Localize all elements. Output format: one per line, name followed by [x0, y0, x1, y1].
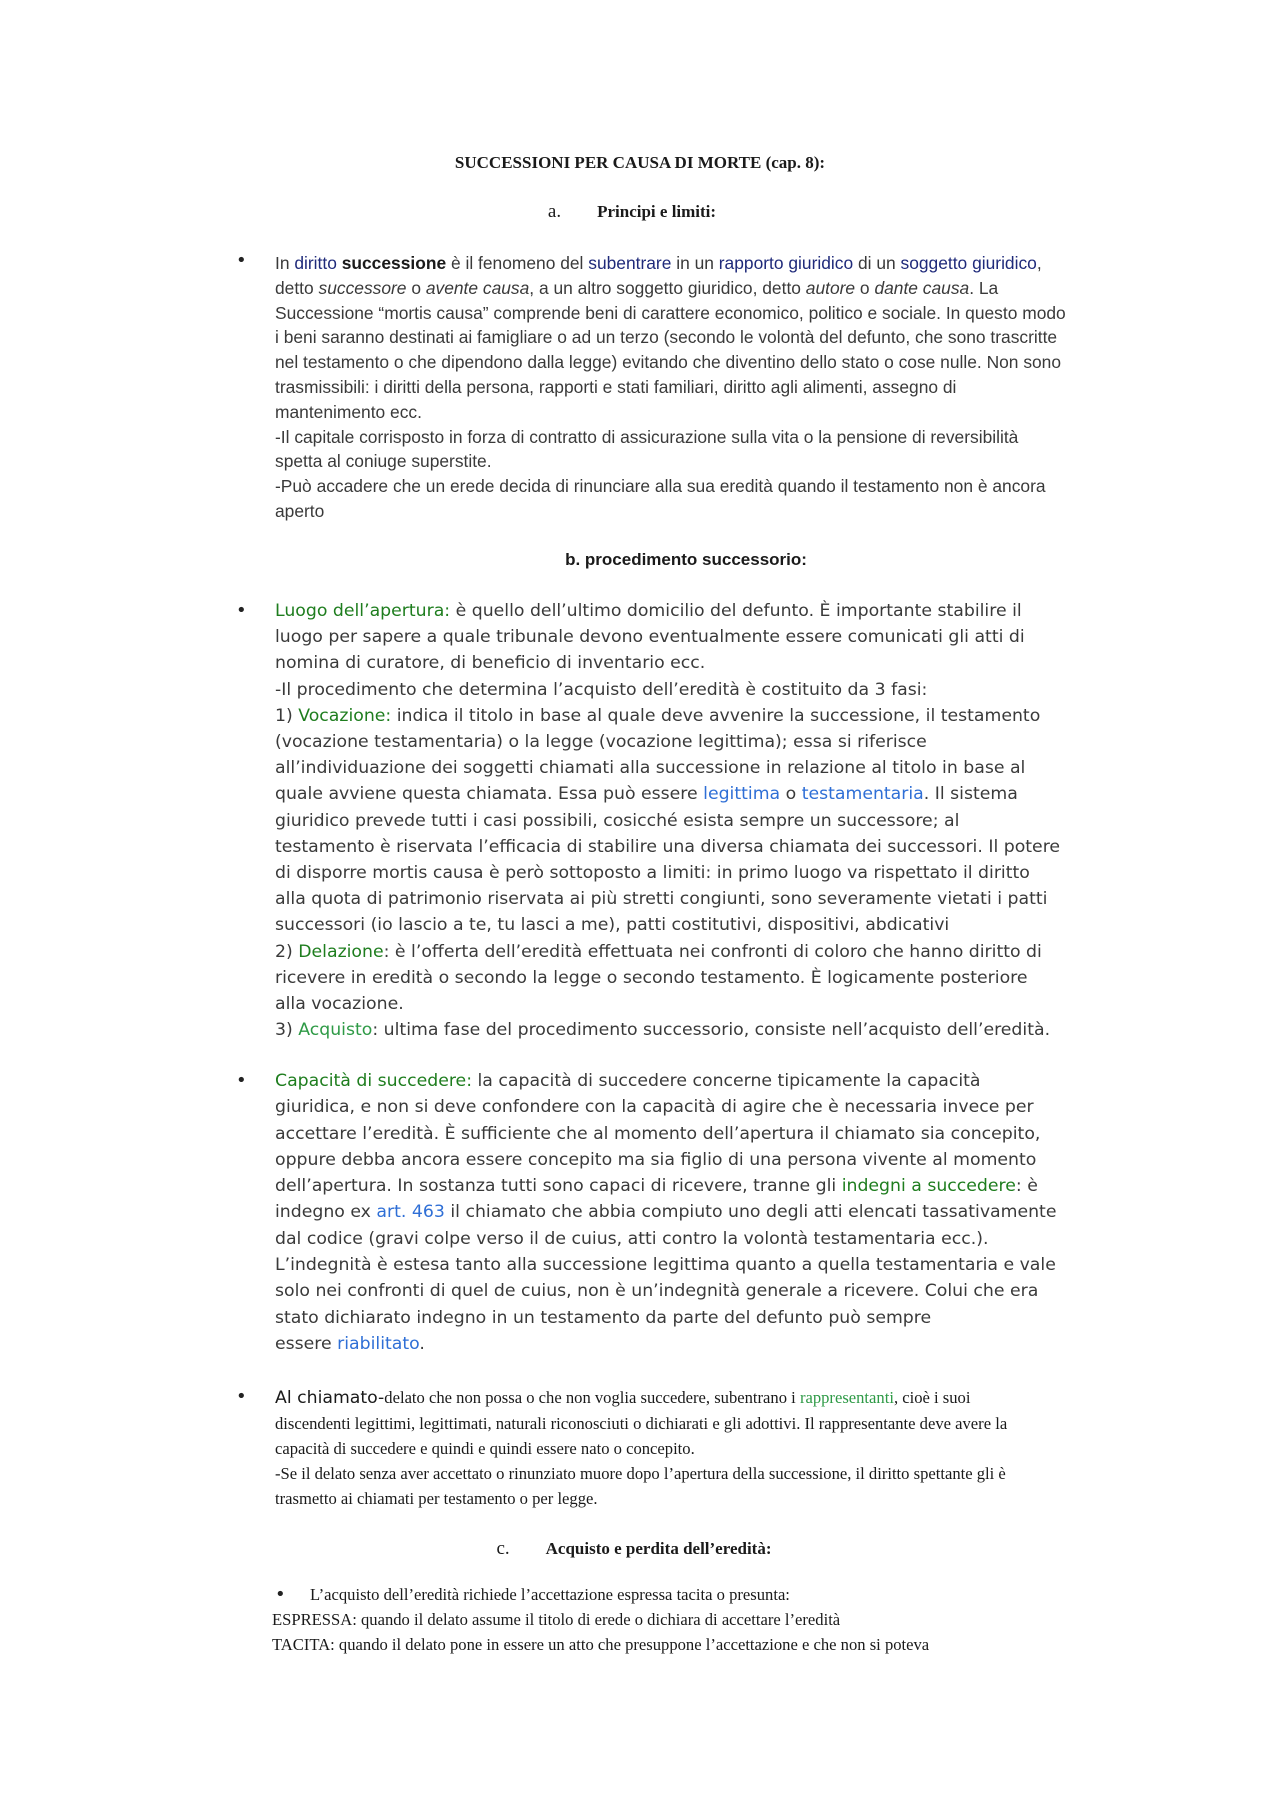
link-riabilitato[interactable]: riabilitato — [337, 1333, 420, 1354]
link-art-463[interactable]: art. 463 — [376, 1202, 445, 1223]
term-delazione: Delazione — [298, 941, 384, 962]
text-line — [275, 1331, 1155, 1357]
text-line: -Può accadere che un erede decida di rinunciare alla sua eredità quando il testamento non è ancora — [275, 476, 1046, 497]
paragraph-acquisto — [272, 1582, 1190, 1657]
term-rappresentanti: rappresentanti — [799, 1388, 894, 1407]
text-line: testamento è riservata l’efficacia di stabilire una diversa chiamata dei successori. Il potere — [275, 836, 1061, 857]
text-run: dell’apertura. In sostanza tutti sono capaci di ricevere, tranne gli — [275, 1176, 842, 1197]
text-line: trasmissibili: i diritti della persona, rapporti e stati familiari, diritto agli alimenti, assegno di — [275, 376, 957, 397]
text-run: indica il titolo in base al quale deve avvenire la successione, il testamento — [391, 705, 1041, 726]
text-line: TACITA: quando il delato pone in essere un atto che presuppone l’accettazione e che non si poteva — [272, 1635, 930, 1654]
text-run: 3) — [275, 1020, 299, 1041]
bullet-icon: • — [236, 600, 247, 621]
paragraph-rappresentazione — [275, 1385, 1155, 1511]
term-avente-causa: avente causa — [425, 277, 530, 298]
text-line: di disporre mortis causa è però sottoposto a limiti: in primo luogo va rispettato il diritto — [275, 863, 1030, 884]
section-letter: a. — [547, 201, 562, 222]
document-title: SUCCESSIONI PER CAUSA DI MORTE (cap. 8): — [454, 153, 826, 172]
section-heading-c — [0, 1538, 1274, 1560]
text-line — [275, 1068, 1155, 1094]
text-line — [275, 1017, 1155, 1043]
text-run: . Il sistema — [923, 784, 1018, 805]
bullet-icon: • — [236, 250, 247, 271]
text-run: delato che non possa o che non voglia succedere, subentrano i — [384, 1388, 800, 1407]
section-title: Principi e limiti: — [597, 202, 717, 221]
text-run: in un — [671, 253, 719, 273]
text-line: nel testamento o che dipendono dalla legge) evitando che diventino dello stato o cose nulle. Non sono — [275, 352, 1062, 373]
text-line: trasmetto ai chiamati per testamento o per legge. — [275, 1489, 598, 1508]
link-soggetto-giuridico[interactable]: soggetto giuridico — [900, 253, 1037, 273]
text-line: all’individuazione dei soggetti chiamati alla successione in relazione al titolo in base al — [275, 758, 1026, 779]
text-line: oppure debba ancora essere concepito ma sia figlio di una persona vivente al momento — [275, 1149, 1037, 1170]
text-line: L’acquisto dell’eredità richiede l’accettazione espressa tacita o presunta: — [310, 1585, 790, 1604]
term-acquisto: Acquisto — [298, 1020, 373, 1041]
text-line: -Se il delato senza aver accettato o rinunziato muore dopo l’apertura della successione, il diritto spettante gli è — [275, 1464, 1006, 1483]
text-run: 1) — [275, 705, 299, 726]
text-run: la capacità di succedere concerne tipicamente la capacità — [472, 1071, 981, 1091]
text-run: o — [855, 277, 875, 298]
text-run: di un — [853, 253, 901, 273]
text-line: giuridico prevede tutti i casi possibili, cosicché esista sempre un successore; al — [275, 810, 960, 831]
text-run: quale avviene questa chiamata. Essa può essere — [275, 784, 704, 805]
bullet-icon: • — [275, 1584, 286, 1605]
text-line: giuridica, e non si deve confondere con la capacità di agire che è necessaria invece per — [275, 1097, 1034, 1118]
section-heading-a — [0, 201, 1272, 223]
link-testamentaria[interactable]: testamentaria — [801, 784, 924, 805]
text-run: : è l’offerta dell’eredità effettuata nei confronti di coloro che hanno diritto di — [383, 941, 1042, 962]
text-line: ESPRESSA: quando il delato assume il titolo di erede o dichiara di accettare l’eredità — [272, 1610, 841, 1629]
text-line: solo nei confronti di quel de cuius, non è un’indegnità generale a ricevere. Colui che era — [275, 1281, 1039, 1302]
text-line: Successione “mortis causa” comprende beni di carattere economico, politico e sociale. In questo modo — [275, 302, 1066, 323]
bullet-icon: • — [236, 1386, 247, 1407]
term-dante-causa: dante causa — [874, 277, 970, 298]
text-line: alla quota di patrimonio riservata ai più stretti congiunti, sono severamente vietati i patti — [275, 889, 1048, 910]
term-vocazione: Vocazione: — [298, 705, 392, 726]
section-title: Acquisto e perdita dell’eredità: — [545, 1539, 772, 1558]
text-line: mantenimento ecc. — [275, 401, 422, 422]
text-run: essere — [275, 1333, 338, 1354]
term-successore: successore — [318, 277, 407, 298]
text-run: . La — [969, 277, 999, 298]
text-line — [275, 703, 1155, 729]
text-line — [275, 939, 1155, 965]
text-run: , a un altro soggetto giuridico, detto — [529, 277, 806, 298]
text-run: o — [406, 277, 426, 298]
text-line — [275, 1199, 1155, 1225]
text-line — [275, 251, 1155, 276]
term-successione: successione — [341, 253, 447, 273]
text-run: : è — [1015, 1176, 1038, 1197]
text-line: i beni saranno destinati ai famigliare o ad un terzo (secondo le volontà del defunto, che sono trascritte — [275, 327, 1058, 348]
link-diritto[interactable]: diritto — [294, 253, 337, 273]
text-line: stato dichiarato indegno in un testamento da parte del defunto può sempre — [275, 1307, 932, 1328]
text-line: L’indegnità è estesa tanto alla successione legittima quanto a quella testamentaria e vale — [275, 1255, 1056, 1276]
text-line: aperto — [275, 500, 325, 521]
text-line — [275, 1173, 1155, 1199]
text-run: indegno ex — [275, 1202, 377, 1223]
text-run: detto — [275, 277, 319, 298]
text-run: Al chiamato- — [275, 1388, 385, 1408]
text-run: , — [1036, 253, 1042, 273]
text-run: . — [419, 1333, 425, 1354]
text-line: nomina di curatore, di beneficio di inventario ecc. — [275, 653, 706, 674]
text-run: 2) — [275, 941, 299, 962]
text-run: , cioè i suoi — [893, 1388, 971, 1407]
text-line: spetta al coniuge superstite. — [275, 451, 492, 472]
text-line: alla vocazione. — [275, 994, 404, 1015]
term-indegni: indegni a succedere — [841, 1176, 1016, 1197]
text-run: il chiamato che abbia compiuto uno degli atti elencati tassativamente — [444, 1202, 1057, 1223]
link-legittima[interactable]: legittima — [703, 784, 781, 805]
term-autore: autore — [805, 277, 856, 298]
text-run: è il fenomeno del — [446, 253, 589, 273]
paragraph-capacita — [275, 1068, 1155, 1357]
text-run: è quello dell’ultimo domicilio del defunto. È importante stabilire il — [450, 601, 1022, 621]
term-luogo-apertura: Luogo dell’apertura: — [275, 601, 451, 621]
text-line: -Il capitale corrisposto in forza di contratto di assicurazione sulla vita o la pensione di reversibilità — [275, 426, 1019, 447]
text-line: dal codice (gravi colpe verso il de cuius, atti contro la volontà testamentaria ecc.). — [275, 1228, 989, 1249]
text-line: -Il procedimento che determina l’acquisto dell’eredità è costituito da 3 fasi: — [275, 679, 928, 700]
text-line — [275, 781, 1155, 807]
text-run: : ultima fase del procedimento successorio, consiste nell’acquisto dell’eredità. — [372, 1020, 1051, 1041]
paragraph-procedimento — [275, 598, 1155, 1043]
link-subentrare[interactable]: subentrare — [588, 253, 672, 273]
text-line: capacità di succedere e quindi e quindi essere nato o concepito. — [275, 1439, 695, 1458]
text-line: ricevere in eredità o secondo la legge o secondo testamento. È logicamente posteriore — [275, 967, 1028, 988]
link-rapporto-giuridico[interactable]: rapporto giuridico — [718, 253, 854, 273]
text-line: successori (io lascio a te, tu lasci a me), patti costitutivi, dispositivi, abdicativi — [275, 915, 950, 936]
term-capacita-succedere: Capacità di succedere: — [275, 1071, 473, 1091]
text-line — [275, 598, 1155, 624]
text-run: o — [780, 784, 802, 805]
text-line: luogo per sapere a quale tribunale devono eventualmente essere comunicati gli atti di — [275, 627, 1025, 648]
text-line: (vocazione testamentaria) o la legge (vocazione legittima); essa si riferisce — [275, 732, 927, 753]
paragraph-principi — [275, 251, 1155, 524]
text-line — [275, 276, 1155, 301]
text-line: discendenti legittimi, legittimati, naturali riconosciuti o dichiarati e gli adottivi. Il rappresentante deve avere la — [275, 1414, 1008, 1433]
text-line: accettare l’eredità. È sufficiente che al momento dell’apertura il chiamato sia concepito, — [275, 1123, 1041, 1144]
text-run: In — [275, 253, 295, 273]
text-line — [275, 1385, 1155, 1411]
section-letter: c. — [496, 1538, 510, 1559]
section-heading-b: b. procedimento successorio: — [565, 550, 807, 569]
bullet-icon: • — [236, 1070, 247, 1091]
